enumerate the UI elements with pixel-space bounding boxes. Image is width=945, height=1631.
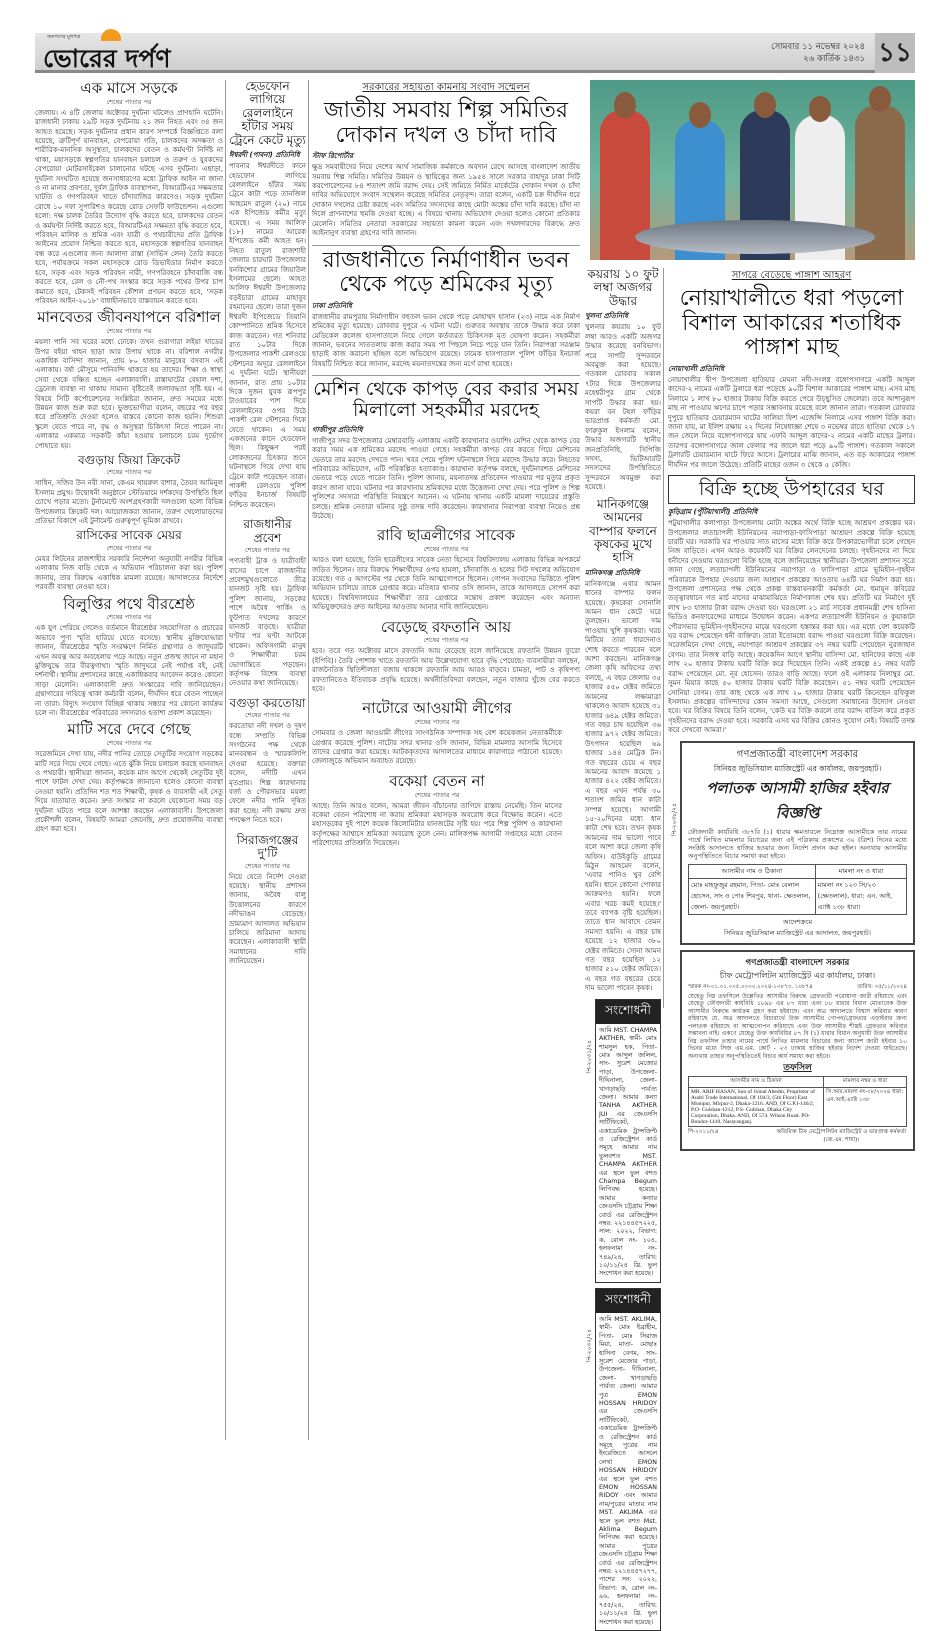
byline: নোয়াখালী প্রতিনিধি: [668, 364, 725, 373]
kicker: সরকারের সহায়তা কামনায় সংবাদ সম্মেলন: [362, 82, 530, 93]
article-body: পটুয়াখালীর কলাপাড়া উপজেলায় মোটা অঙ্কের অর্থে বিক্রি হচ্ছে আশ্রয়ণ প্রকল্পের ঘর। উপজেলার লতাচাপলী ইউনিয়নের নয়াপাড়া-ফাসিপাড়া আশ্রয়ণ প্রকল্পে বিক্রি হয়েছে চারটি ঘর। সরকারি ঘর পাওয়ার সাত মাসের মধ্যে বিক্রি করে উপকারভোগীরা চলে গেছেন নিজ বাড়িতে। এখন আরও কয়েকটি ঘর বিক্রির লেনদেনের চলছে। গৃহহীনদের না দিয়ে ধনীদের দেওয়ায় ঘরগুলো বিক্রি হচ্ছে বলে জানিয়েছেন স্থানীয়রা। উপজেলা প্রশাসন সূত্রে জানা গেছে, লতাচাপলী ইউনিয়নের নয়াপাড়া ও ফাসিপাড়া গ্রামে ভূমিহীন-গৃহহীন পরিবারকে উপহার দেওয়ার জন্য আশ্রয়ণ প্রকল্পের আওতায় ৬৪টি ঘর নির্মাণ করা হয়। উপজেলা প্রশাসনের পক্ষ থেকে প্রকল্প বাস্তবায়নকারী কর্মকর্তা মো. হুমায়ূন কবিরের তত্ত্বাবধানে গত মার্চ মাসের মাঝামাঝিতে নির্মাণকাজ শেষ হয়। প্রতিটি ঘর নির্মাণে দুই লাখ ৮৩ হাজার টাকা বরাদ্দ দেওয়া হয়। ঘরগুলো ২১ মার্চ সাবেক প্রধানমন্ত্রী শেখ হাসিনা ভিডিও কনফারেন্সের মাধ্যমে উদ্বোধন করেন। একপর লতাচাপলী ইউনিয়ন ও কুয়াকাটা পৌরসভার ভূমিহীন-গৃহহীনদের মাঝে ঘরগুলো হস্তান্তর করা হয়। এর মধ্যে বেশ কয়েকটি ঘর বরাদ্দ পেয়েছেন ধনী ব্যক্তিরা। তারা ইতোমধ্যে বরাদ্দ পাওয়া ঘরগুলো বিক্রি করেছেন। সরেজমিনে দেখা গেছে, নয়াপাড়া আশ্রয়ণ প্রকল্পের ৩৭ নম্বর ঘরটি পেয়েছেন নুরজাহান বেগম। তার নিজস্ব বাড়ি আছে। কয়েকদিন আগে স্থানীয় বাসিন্দা মো. হানিফের কাছে এক লাখ ২০ হাজার টাকায় ঘরটি বিক্রি করে দিয়েছেন তিনি। একই প্রকল্পে ৪১ নম্বর ঘরটি বরাদ্দ পেয়েছেন মো. নূর হোসেন। তারও বাড়ি আছে। ফলে ওই এলাকার নিলাম্বুর মো. সুমন মিয়ার কাছে ৫০ হাজার টাকায় ঘরটি বিক্রি করেছেন। ৫১ নম্বর ঘরটি পেয়েছেন সোনিয়া বেগম। তার কাছ থেকে এক লাখ ২০ হাজার টাকায় ঘরটি কিনেছেন রফিকুল ইসলাম। প্রকল্পের বাসিন্দাদের কোন সমস্যা আছে, সেগুলো সমাধানের উদ্যোগ নেওয়া হবে। ঘর বিক্রির বিষয়ে তিনি বলেন, 'কেউ ঘর বিক্রি করলে তার বরাদ্দ বাতিল করে প্রকৃত গৃহহীনদের বরাদ্দ দেওয়া হবে। সরকারি এসব ঘর বিক্রির কোনও সুযোগ নেই। বিষয়টি তদন্ত করে দেখবো আমরা।': [668, 519, 915, 735]
headline: জাতীয় সমবায় শিল্প সমিতির দোকান দখল ও চাঁদা দাবি: [323, 98, 569, 148]
headline: বকেয়া বেতন না: [389, 771, 485, 790]
continued-label: শেষের পাতার পর: [423, 636, 469, 645]
headline: মেশিন থেকে কাপড় বের করার সময় মিলালো সহকর্মীর মরদেহ: [313, 378, 579, 422]
column-5: [585, 268, 661, 1631]
person-head: [614, 92, 636, 118]
ad-code: পি-২০১১/২৪: [688, 1129, 719, 1136]
continued-label: শেষের পাতার পর: [106, 613, 152, 622]
notice-title: সংশোধনী: [596, 1000, 660, 1024]
column-center: [312, 80, 580, 849]
person-head: [754, 92, 776, 118]
article-body: হবে। তবে গত অক্টোবর মাসে রফতানি আয় বেড়েছে বলে জানিয়েছে রফতানি উন্নয়ন ব্যুরো (ইপিবি)। তৈরি পোশাক খাতে রফতানি আয় উল্লেখযোগ্য হারে বৃদ্ধি পেয়েছে। ব্যবসায়ীরা বলছেন, রাজনৈতিক স্থিতিশীলতা বজায় থাকলে রফতানি আয় আরও বাড়বে। চামড়া, পাট ও কৃষিপণ্য রফতানিতেও ইতিবাচক প্রবৃদ্ধি হয়েছে। অর্থনীতিবিদরা বলছেন, নতুন বাজার খুঁজে বের করতে হবে।: [312, 647, 580, 694]
article-body: নিয়ে যেতে নির্দেশ দেওয়া হয়েছে। স্থানীয় প্রশাসন জানায়, অবৈধ বালু উত্তোলনের কারণে নদীভাঙন বেড়েছে। ভ্রাম্যমাণ আদালত অভিযান চালিয়ে জরিমানা আদায় করেছেন। এলাকাবাসী স্থায়ী সমাধানের দাবি জানিয়েছেন।: [229, 872, 306, 966]
notice-body: আমি MST. CHAMPA AKTHER, স্বামী- মোঃ শামসুল হক, পিতা- মোঃ আব্দুল জলিল, সাং- সুরেশ মেজোর পাড়া, উপজেলা- দীঘিনালা, জেলা- খাগড়াছড়ি পার্বত্য জেলা। আমার কন্যা TANHA AKTHER JUI এর জেএসসি সার্টিফিকেট, একাডেমিক ট্রান্সক্রিপ্ট ও রেজিস্ট্রেশন কার্ড সমূহে আমার নাম ভুলবশত MST. CHAMPA AKTHER এর স্থলে ভুল বশত Champa Begum লিপিবদ্ধ হয়েছে। আমার কন্যার জেএসসি চট্টগ্রাম শিক্ষা বোর্ড এর রেজিস্ট্রেশন নম্বর: ২২১৪৪৫৭২২৫, সাল: ২০২২, বিভাগ: ক, রোল নং- ১০৪, হলফনামা নং- ৭৪৯/২৪, তারিখ: ১০/১১/২৪ খ্রি. ভুল সংশোধন করা হয়েছে।: [599, 1026, 657, 1278]
article-body: জেলায়। এ ৪টি জেলায় অক্টোবর দুর্ঘটনা ঘটলেও প্রাণহানি ঘটেনি। রাজধানী ঢাকায় ২৯টি সড়ক দুর্ঘটনায় ২১ জন নিহত এবং ৩৪ জন আহত হয়েছে। সড়ক দুর্ঘটনার প্রধান কারণ সম্পর্কে বিজ্ঞপ্তিতে বলা হয়েছে, ত্রুটিপূর্ণ যানবাহন, বেপরোয়া গতি, চালকদের অদক্ষতা ও শারীরিক-মানসিক অসুস্থতা, চালকদের বেতন ও কর্মঘণ্টা নির্দিষ্ট না থাকা, মহাসড়কে স্বল্পগতির যানবাহন চলাচল ও তরুণ ও যুবকদের বেপরোয়া মোটরসাইকেল চালানোর ঘটছে এসব দুর্ঘটনা। এছাড়া, দুর্ঘটনা সংঘটিত হয়েছে জনসাধারণের মধ্যে ট্রাফিক আইন না জানা ও না মানার প্রবণতা, দুর্বল ট্রাফিক ব্যবস্থাপনা, বিআরটিএর সক্ষমতার ঘাটতি ও গণপরিবহন খাতে চাঁদাবাজির কারণেও। সড়ক দুর্ঘটনা রোধে ১০ দফা সুপারিশও করেছে রোড সেফটি ফাউন্ডেশন। এগুলো হলো: দক্ষ চালক তৈরির উদ্যোগ বৃদ্ধি করতে হবে, চালকদের বেতন ও কর্মঘণ্টা নির্দিষ্ট করতে হবে, বিআরটিএর সক্ষমতা বৃদ্ধি করতে হবে, পরিবহন মালিক ও শ্রমিক এবং যাত্রী ও পথচারীদের প্রতি ট্রাফিক আইনের প্রয়োগ নিশ্চিত করতে হবে, মহাসড়কে স্বল্পগতির যানবাহন বন্ধ করে এগুলোর জন্য আলাদা রাস্তা (সার্ভিস লেন) তৈরি করতে হবে, পর্যায়ক্রমে সকল মহাসড়কে রোড ডিভাইডার নির্মাণ করতে হবে, সড়ক এবং সড়ক পরিবহন নারী, গণপরিবহনে চাঁদাবাজি বন্ধ করতে হবে, রেল ও নৌ-পথ সংস্কার করে সড়ক পথের উপর চাপ কমাতে হবে, টেকসই পরিবহন কৌশল প্রণয়ন করতে হবে, 'সড়ক পরিবহন আইন-২০১৮' বাধাহীনভাবে বাস্তবায়ন করতে হবে।: [35, 108, 223, 305]
column-rule: [663, 268, 664, 1008]
article-bogura-cricket: [35, 454, 223, 526]
signature-row: [688, 1129, 907, 1145]
article-bridge-soil: [35, 721, 223, 834]
continued-label: শেষের পাতার পর: [244, 711, 290, 720]
continued-label: শেষের পাতার পর: [106, 543, 152, 552]
headline: রাসিকের সাবেক মেয়র: [76, 528, 182, 543]
continued-label: শেষের পাতার পর: [106, 97, 152, 106]
newspaper-logo: ভোরের দর্পণ: [43, 44, 171, 73]
article-sirajganj: [229, 834, 306, 967]
article-natore: [312, 700, 562, 766]
byline: ঢাকা প্রতিনিধি: [312, 301, 352, 310]
headline: রাজধানীর প্রবেশ: [243, 517, 292, 545]
accused-table: [688, 1076, 907, 1127]
ad-code: পি-২০৩১/২৪: [586, 1039, 593, 1074]
kicker: সাগরে বেড়েছে পাঙ্গাশ আহরণ: [731, 270, 852, 281]
headline: হেডফোন লাগিয়ে রেললাইনে হাঁটার সময় ট্রেনে কেটে মৃত্যু: [229, 79, 306, 147]
article-cooperative: [312, 80, 580, 239]
continued-label: শেষের পাতার পর: [106, 739, 152, 748]
article-washing-machine: [312, 375, 580, 521]
column-header: আসামীর নাম ও ঠিকানা: [689, 1077, 824, 1088]
reference-number: স্মারক নং-০১.০১.০০৫.০০০০.২০২৪-১০৮৭৩, ১০৮৭৪: [688, 983, 813, 990]
column-right: [668, 268, 915, 1151]
article-rabi-chhatraleague: [312, 527, 580, 612]
byline: গাজীপুর প্রতিনিধি: [312, 425, 363, 434]
article-barishal: [35, 309, 223, 451]
signature-line: অতিরিক্ত চীফ মেট্রোপলিটন ম্যাজিস্ট্রেট ও ভারপ্রাপ্ত কর্মকর্তা (জে.এম. শাখা)।: [776, 1129, 907, 1144]
table-cell: MR. ARIF HASAN, Son of Joinal Abedin, Proprietor of Audri Trade International, Of 104/3, (5th Floor) East Monipur, Mirpur-2, Dhaka-1216. AND, Of G.P.J-146/2, P.O- Gulshan-1212, P.S- Gulshan, Dhaka City Corporation, Dhaka. AND, Of 574. Wilson Road. PO-Bondor-1410, Narayanganj.: [689, 1088, 824, 1127]
reference-row: [688, 984, 907, 992]
notice-body: যেহেতু নিম্ন তফসিলে উল্লেখিত আসামীর বিরুদ্ধে গ্রেফতারী পরোয়ানা জারী রহিয়াছে এবং যেহেতু ফৌজদারী কার্যবিধি ১৮৯৮ এর ৮৭ ধারা এবং ৮৮ ধারার বিধান মোতাবেক উক্ত আসামীর বিরুদ্ধে কার্যক্রম গ্রহণ করা হইয়াছে। এবং অত্র আদালতে বিশ্বাস করিবার কারণ রহিয়াছে যে, অত্র আদালতে বিচারার্থে উক্ত আসামীর গোপন/গ্রেফতার এড়াইবার জন্য পলাতক রহিয়াছে বা আত্মগোপন করিয়াছে এবং উক্ত আসামীর শীঘ্রই গ্রেফতার করিবার সম্ভাবনা নাই। একণে যেহেতু উক্ত কার্যবিধির ৮৭ বি (১) ধারার বিধান অনুযায়ী উক্ত আসামীর নিম্ন তফসিল তাহার নামের পার্শ্বে লিখিত মামলার বিচারের জন্য আদেশ জারী হইবার ১০ দিনের মধ্যে সিজ এম.এম. কোর্ট - ২৩ ঢাকায় হাজির হইবার নির্দেশ দেওয়া যাইতেছে। অন্যথায় তাহার অনুপস্থিতিতেই বিচার কার্য সমাধা করা হইবে।: [688, 992, 907, 1060]
headline: বিলুপ্তির পথে বীরশ্রেষ্ঠ: [63, 594, 195, 613]
column-header: আসামীর নাম ও ঠিকানা: [689, 864, 816, 878]
table-cell: মামলা নং ১২৩ সি/২৩ (ক্ষেতলাল), ধারা: এন. আই. এ্যাক্ট ১৩৮ ধারা।: [815, 878, 906, 914]
continued-label: শেষের পাতার পর: [423, 545, 469, 554]
article-birshreshtho: [35, 596, 223, 719]
headline: নাটোরে আওয়ামী লীগের: [362, 699, 512, 718]
byline: কুড়িগ্রাম (পুঁটিয়াখালী) প্রতিনিধি: [668, 508, 758, 517]
ad-code: পি-২০৩২/২৪: [586, 1328, 593, 1363]
masthead: [35, 33, 915, 73]
byline: ঈশ্বরদী (পাবনা) প্রতিনিধি: [229, 151, 300, 160]
column-rule: [308, 80, 309, 1440]
article-export-income: [312, 619, 580, 695]
headline: বগুড়া করতোয়া: [229, 695, 306, 710]
person-head: [689, 102, 711, 128]
logo-tagline: জনগণের মুখপত্র: [47, 34, 81, 40]
court-notice-dhaka: [680, 950, 915, 1152]
notice-body: আমি MST. AKLIMA, স্বামী- মোঃ ইব্রাহীম, পিতা- মোঃ সিরাজ মিয়া, মাতা- মোছাঃ হাসিনা বেগম, সাং- সুরেশ মেজোর পাড়া, উপজেলা- দীঘিনালা, জেলা- খাগড়াছড়ি পার্বত্য জেলা। আমার পুত্র EMON HOSSAN HRIDOY এর জেএসসি সার্টিফিকেট, একাডেমিক ট্রান্সক্রিপ্ট ও রেজিস্ট্রেশন কার্ড সমূহে পুত্রের নাম ইংরেজিতে আসলে লেখা EMON HOSSAN HRIDOY এর স্থলে ভুল বশত EMON HOSSAN RIDOY এবং আমার নাম/পুত্রের মাতার নাম MST. AKLIMA এর স্থলে ভুল বশত Mst. Aklima Begum লিপিবদ্ধ করা হয়েছে। আমার পুত্রের জেএসসি চট্টগ্রাম শিক্ষা বোর্ড এর রেজিস্ট্রেশন নম্বর: ২২১৪৪৫৭২৭৭, পাশের সন: ২০২২, বিভাগ: ক, রোল নং- ৯৬, হলফনামা নং- ৭৫৫/২৪, তারিখ: ১০/১১/২৪ খ্রি. ভুল সংশোধন করা হয়েছে।: [599, 1315, 657, 1626]
article-headphone-train: [229, 80, 306, 510]
continued-label: শেষের পাতার পর: [244, 861, 290, 870]
article-body: আরও বলা হয়েছে, তিনি ছাত্রলীগের সাবেক নেতা হিসেবে বিশ্ববিদ্যালয় এলাকায় বিভিন্ন অপকর্মে জড়িত ছিলেন। তার বিরুদ্ধে শিক্ষার্থীদের ওপর হামলা, চাঁদাবাজি ও হলের সিট দখলের অভিযোগ রয়েছে। গত ৫ আগস্টের পর থেকে তিনি আত্মগোপনে ছিলেন। গোপন সংবাদের ভিত্তিতে পুলিশ অভিযান চালিয়ে তাকে গ্রেপ্তার করে। মতিহার থানার ওসি জানান, তাকে আদালতে সোপর্দ করা হয়েছে। বিশ্ববিদ্যালয়ের শিক্ষার্থীরা তার গ্রেপ্তারে সন্তোষ প্রকাশ করেছেন এবং অন্যান্য অভিযুক্তদেরও দ্রুত আইনের আওতায় আনার দাবি জানিয়েছেন।: [312, 556, 580, 612]
headline: রাবি ছাত্রলীগের সাবেক: [377, 526, 515, 545]
notice-body: ফৌজদারী কার্যবিধি ৩৮৭বি (১) ধারার ক্ষমতাবলে নিম্নোক্ত আসামীকে তার নামের পার্শ্বে লিখিত মামলার বিচারের জন্য এই পত্রিকায় প্রকাশের ৩০ (ত্রিশ) দিনের মধ্যে সংশ্লিষ্ট আদালতে হাজির হওয়ার জন্য নির্দেশ প্রদান করা হইল। অন্যথায় আসামীর অনুপস্থিতিতে বিচার সমাধা করা হইবে।: [688, 827, 907, 861]
headline: বেড়েছে রফতানি আয়: [380, 617, 512, 636]
headline: রাজধানীতে নির্মাণাধীন ভবন থেকে পড়ে শ্রমিকের মৃত্যু: [322, 247, 570, 298]
fishermen-photo: [590, 80, 915, 260]
article-body: পাবনার ঈশ্বরদীতে কানে হেডফোন লাগিয়ে রেললাইনে হাঁটার সময় ট্রেনে কাটা পড়ে তানজিল আহমেদ রাতুল (২০) নামে এক ইপিজেড কর্মীর মৃত্যু হয়েছে। এ সময় আলিফ (১৮) নামের আরেক ইপিজেড কর্মী আহত হন। নিহত রাতুল রাজশাহী জেলার চারঘাট উপজেলার বনকিশোর গ্রামের জিয়াউল ইসলামের ছেলে। আহত আলিফ ঈশ্বরদী উপজেলার বড়ইচারা গ্রামের মাহাবুব রহমানের ছেলে। তারা দুজন ঈশ্বরদী ইপিজেডে তিয়ানি কোম্পানিতে শ্রমিক হিসেবে কাজ করতেন। গত শনিবার রাত ১০টার দিকে উপজেলার পাকশী রেলওয়ে স্টেশনের অদূরে রেললাইনে এ দুর্ঘটনা ঘটে। স্থানীয়রা জানান, রাত প্রায় ১০টার দিকে দুজন যুবক রূপপুর টাওয়ারের পাশ দিয়ে রেললাইনের ওপর উঠে পাকশী রেল স্টেশনের দিকে যেতে থাকেন। এ সময় একজনের কানে হেডফোন ছিল। কিছুক্ষণ পরই লোকজনের চিৎকার শুনে ঘটনাস্থলে গিয়ে দেখা যায় ট্রেনে কাটা পড়েছেন তারা। পাকশী রেলওয়ে পুলিশ ফাঁড়ির ইনচার্জ বিষয়টি নিশ্চিত করেছেন।: [229, 162, 306, 509]
date-bangla: ২৬ কার্তিক ১৪৩১: [803, 54, 865, 64]
article-unpaid-wages: [312, 773, 562, 849]
notice-title: পলাতক আসামী হাজির হইবার বিজ্ঞপ্তি: [706, 778, 889, 822]
ad-code: পি-২০৩৮/২৪: [671, 802, 678, 836]
article-manikganj-aman: [585, 498, 661, 994]
article-body: ক্ষুদ্র সমবায়ীদের নিয়ে দেশের আর্থ সামাজিক কর্মকাণ্ডে অবদান রেখে আসছে বাংলাদেশ জাতীয় সমবায় শিল্প সমিতি। সমিতির উন্নয়ন ও স্থায়িত্বের জন্য ১৯৫৪ সালে সরকার বাহাদুর ঢাকা সিটি করপোরেশনের ৮৪ শতাংশ জমি বরাদ্দ দেয়। সেই জমিতে নির্মিত মার্কেটের দোকান দখল ও চাঁদা দাবির অভিযোগে সংবাদ সম্মেলন করেছে সমিতির নেতৃবৃন্দ। তারা বলেন, একটি চক্র দীর্ঘদিন ধরে দোকান দখলের চেষ্টা করছে এবং সমিতির সদস্যদের কাছে মোটা অঙ্কের চাঁদা দাবি করছে। চাঁদা না দিলে প্রাণনাশের হুমকি দেওয়া হচ্ছে। এ বিষয়ে থানায় অভিযোগ দেওয়া হলেও কোনো প্রতিকার মেলেনি। সমিতির নেতারা সরকারের সহায়তা কামনা করেন এবং দখলদারদের বিরুদ্ধে দ্রুত আইনানুগ ব্যবস্থা গ্রহণের দাবি জানান।: [312, 163, 580, 238]
headline: নোয়াখালীতে ধরা পড়লো বিশাল আকারের শতাধিক পাঙ্গাশ মাছ: [679, 286, 904, 361]
headline: মানবেতর জীবনযাপনে বরিশাল: [37, 308, 221, 327]
notice-office: চীফ মেট্রোপলিটন ম্যাজিস্ট্রেট এর কার্যালয়, ঢাকা।: [719, 970, 876, 980]
signature-line: সিনিয়র জুডিসিয়াল ম্যাজিস্ট্রেট এর আদালত, জয়পুরহাট।: [724, 928, 871, 937]
continued-label: শেষের পাতার পর: [106, 327, 152, 336]
headline: সিরাজগঞ্জের দু'টি: [236, 832, 299, 861]
article-karatoa: [229, 697, 306, 826]
correction-notice-1: [586, 999, 661, 1283]
order-label: আদেশক্রমে: [782, 917, 813, 926]
article-body: রাজধানীর রামপুরায় নির্মাণাধীন বহুতল ভবন থেকে পড়ে মোহাম্মদ হাসান (২৩) নামে এক নির্মাণ শ্রমিকের মৃত্যু হয়েছে। রোববার দুপুরে এ ঘটনা ঘটে। গুরুতর অবস্থায় তাকে উদ্ধার করে ঢাকা মেডিকেল কলেজ হাসপাতালে নিয়ে গেলে কর্তব্যরত চিকিৎসক মৃত ঘোষণা করেন। সহকর্মীরা জানান, ভবনের সাততলায় কাজ করার সময় পা পিছলে নিচে পড়ে যান তিনি। নিরাপত্তা সরঞ্জাম ছাড়াই কাজ করানো হচ্ছিল বলে অভিযোগ রয়েছে। ঢামেক হাসপাতাল পুলিশ ফাঁড়ির ইনচার্জ বিষয়টি নিশ্চিত করে জানান, মরদেহ ময়নাতদন্তের জন্য মর্গে রাখা হয়েছে।: [312, 312, 580, 368]
column-2: [229, 80, 306, 967]
headline: এক মাসে সড়কে: [80, 79, 178, 97]
article-body: সোমবার ও জেলা আওয়ামী লীগের সাংগঠনিক সম্পাদক সহ বেশ কয়েকজন নেতাকর্মীকে গ্রেপ্তার করেছে পুলিশ। নাটোর সদর থানার ওসি জানান, বিভিন্ন মামলার আসামি হিসেবে তাদের গ্রেপ্তার করা হয়েছে। আটককৃতদের আদালতের মাধ্যমে কারাগারে পাঠানো হয়েছে। জেলাজুড়ে অভিযান অব্যাহত রয়েছে।: [312, 729, 562, 766]
notice-authority: গণপ্রজাতন্ত্রী বাংলাদেশ সরকার: [745, 957, 850, 968]
person-head: [809, 96, 831, 122]
court-notice-joypurhat: [671, 741, 915, 945]
page-number: ১১: [875, 33, 915, 73]
continued-label: শেষের পাতার পর: [414, 790, 460, 799]
notice-authority: গণপ্রজাতন্ত্রী বাংলাদেশ সরকার: [736, 748, 859, 760]
column-header: মামলা নং ও ধারা: [815, 864, 906, 878]
article-body: পণ্যবাহী ট্রাক ও যাত্রীবাহী বাসের চাপে রাজধানীর প্রবেশমুখগুলোতে তীব্র যানজট সৃষ্টি হয়। ট্রাফিক পুলিশ জানায়, সড়কের পাশে অবৈধ পার্কিং ও ফুটপাত দখলের কারণে যানজট বাড়ছে। যাত্রীরা ঘণ্টার পর ঘণ্টা আটকে থাকেন। অফিসগামী মানুষ ও শিক্ষার্থীরা চরম ভোগান্তিতে পড়ছেন। কর্তৃপক্ষ বিশেষ ব্যবস্থা নেওয়ার কথা জানিয়েছে।: [229, 557, 306, 688]
issue-date: [771, 41, 865, 65]
notice-date: তারিখ: ০৫/১১/২০২৪: [857, 983, 907, 990]
article-construction-worker: [312, 245, 580, 370]
accused-table: [688, 864, 907, 915]
headline: কয়রায় ১০ ফুট লম্বা অজগর উদ্ধার: [587, 267, 659, 308]
table-cell: সি.আর.মামলা নং-০৮/২০২৪ ধারা: এন.আই.এ্যাক্ট ১৩৮: [824, 1088, 907, 1127]
article-body: আছে। তিনি আরও বলেন, আমরা জীবন বাঁচানোর তাগিদে রাস্তায় নেমেছি। তিন মাসের বকেয়া বেতন পরিশোধ না করায় শ্রমিকরা মহাসড়ক অবরোধ করে বিক্ষোভ করেন। এতে মহাসড়কের দুই পাশে কয়েক কিলোমিটার যানজটের সৃষ্টি হয়। পরে শিল্প পুলিশ ও কারখানা কর্তৃপক্ষের আশ্বাসে শ্রমিকরা অবরোধ তুলে নেন। মালিকপক্ষ আগামী সপ্তাহের মধ্যে বেতন পরিশোধের প্রতিশ্রুতি দিয়েছেন।: [312, 801, 562, 848]
person-head: [869, 86, 891, 112]
schedule-heading: তফসিল: [783, 1063, 812, 1074]
headline: বিক্রি হচ্ছে উপহারের ঘর: [668, 475, 915, 504]
headline: মাটি সরে দেবে গেছে: [67, 720, 191, 739]
article-gift-houses: [668, 475, 915, 736]
byline: খুলনা প্রতিনিধি: [585, 312, 629, 321]
article-capital-entry: [229, 518, 306, 689]
article-body: সাধিন, সজিব উন নবী সানা, কেএম খায়রুল বাশার, তৈয়ব আমিনুল ইসলাম প্রমুখ। উদ্বোধনী অনুষ্ঠানে স্টেডিয়ামে দর্শকদের উপস্থিতি ছিল চোখে পড়ার মতো। টুর্নামেন্টে অংশগ্রহণকারী দলগুলো হলো বিভিন্ন উপজেলার ক্রিকেট দল। আয়োজকরা জানান, তরুণ খেলোয়াড়দের প্রতিভা বিকাশে এই টুর্নামেন্ট গুরুত্বপূর্ণ ভূমিকা রাখবে।: [35, 479, 223, 526]
column-1: [35, 80, 223, 835]
article-body: এক যুগ পেরিয়ে গেলেও বর্তমানে বীরশ্রেষ্ঠর সহযোগিতা ও প্রচারের অভাবে পুণ্য স্মৃতি হারিয়ে যেতে বসেছে। স্থানীয় মুক্তিযোদ্ধারা জানান, বীরশ্রেষ্ঠের স্মৃতি সংরক্ষণে নির্মিত গ্রন্থাগার ও জাদুঘরটি এখন অযত্ন আর অবহেলায় পড়ে আছে। নতুন প্রজন্ম জানে না মহান মুক্তিযুদ্ধে তার বীরত্বগাথা। স্মৃতি জাদুঘরে নেই পর্যাপ্ত বই, নেই দর্শনার্থী। স্থানীয় প্রশাসনের কাছে একাধিকবার আবেদন করেও কোনো সাড়া মেলেনি। এলাকাবাসী দ্রুত সংস্কারের দাবি জানিয়েছেন। গ্রন্থাগারের দায়িত্বে থাকা কর্মচারী বলেন, দীর্ঘদিন ধরে বেতন পাচ্ছেন না তারা। বিদ্যুৎ সংযোগ বিচ্ছিন্ন থাকায় সন্ধ্যার পর কোনো কার্যক্রম চলে না। বীরশ্রেষ্ঠের পরিবারের সদস্যরাও হতাশা প্রকাশ করেছেন।: [35, 624, 223, 717]
continued-label: শেষের পাতার পর: [106, 468, 152, 477]
table-cell: মোঃ মাহফুজুর রহমান, পিতা- মোঃ বেলাল হোসেন, সাং ও পোঃ শিবপুর, থানা- ক্ষেতলাল, জেলা- জয়পুরহাট।: [689, 878, 816, 914]
notice-office: সিনিয়র জুডিসিয়াল ম্যাজিস্ট্রেট এর কার্যালয়, জয়পুরহাট।: [713, 763, 882, 773]
article-python-rescue: [585, 268, 661, 493]
article-body: নোয়াখালীর দ্বীপ উপজেলা হাতিয়ার মেঘনা নদী-সংলগ্ন বঙ্গোপসাগরে একটি আব্দুল কাদের-২ নামের একটি ট্রলারে ধরা পড়েছে ৯০টি বিশাল আকারের পাঙ্গাশ মাছ। এসব মাছ নিলামে ১ লাখ ৮০ হাজার টাকায় বিক্রি করতে পেরে উচ্ছ্বসিত জেলেরা। তবে আশানুরূপ মাছ না পাওয়ায় ঋণের চাপে পড়ার সম্ভাবনায় রয়েছে বলে জানান তারা। গতকাল রোববার দুপুরে হাতিয়ার চেয়ারম্যান ঘাটের সালিয়া ফিশ এজেন্সি নিলামে এসব পাঙ্গাশ বিক্রি করা। জানা যায়, মা ইলিশ রক্ষায় ২২ দিনের নিষেধাজ্ঞা শেষে ৩ নভেম্বর রাতে হাতিয়া থেকে ১৭ জন জেলে নিয়ে বঙ্গোপসাগরে যায় এফবি আব্দুল কাদের-২ নামের একটি মাছের ট্রলার। তারপর বঙ্গোপসাগরে জাল ফেলার পর জালে ধরা পড়ে ৯০টি পাঙ্গাশ। গতকাল সকালে ট্রলারটি চেয়ারম্যান ঘাটে ফিরে আসে। ট্রলারের মাঝি জানান, এত বড় আকারের পাঙ্গাশ দীর্ঘদিন পর জালে উঠেছে। প্রতিটি মাছের ওজন ৩ থেকে ৫ কেজি।: [668, 375, 915, 469]
article-body: সরেজমিনে দেখা যায়, নদীর পানির তোড়ে সেতুটির সংযোগ সড়কের মাটি সরে গিয়ে দেবে গেছে। এতে ঝুঁকি নিয়ে চলাচল করছে যানবাহন ও পথচারী। স্থানীয়রা জানান, কয়েক মাস আগে থেকেই সেতুটির দুই পাশে ফাটল দেখা দেয়। কর্তৃপক্ষকে জানানো হলেও কোনো ব্যবস্থা নেওয়া হয়নি। প্রতিদিন শত শত শিক্ষার্থী, কৃষক ও ব্যবসায়ী এই সেতু দিয়ে যাতায়াত করেন। দ্রুত সংস্কার না করলে যেকোনো সময় বড় দুর্ঘটনা ঘটতে পারে বলে আশঙ্কা করছেন এলাকাবাসী। উপজেলা প্রকৌশলী বলেন, বিষয়টি আমরা জেনেছি, দ্রুত প্রয়োজনীয় ব্যবস্থা গ্রহণ করা হবে।: [35, 750, 223, 834]
byline: মানিকগঞ্জ প্রতিনিধি: [585, 568, 640, 577]
article-road-accidents: [35, 80, 223, 306]
notice-title: সংশোধনী: [596, 1289, 660, 1313]
article-pangas-fish: [668, 268, 915, 470]
column-rule: [225, 80, 226, 1440]
byline: স্টাফ রিপোর্টার: [312, 152, 354, 161]
article-body: গাজীপুর সদর উপজেলার মেম্বারবাড়ি এলাকায় একটি কারখানার ওয়াশিং মেশিন থেকে কাপড় বের করার সময় এক শ্রমিকের মরদেহ পাওয়া গেছে। সহকর্মীরা কাপড় বের করতে গিয়ে মেশিনের ভেতরে তার মরদেহ দেখতে পান। খবর পেয়ে পুলিশ ঘটনাস্থলে গিয়ে মরদেহ উদ্ধার করে। নিহতের পরিবারের অভিযোগ, এটি পরিকল্পিত হত্যাকাণ্ড। কারখানা কর্তৃপক্ষ বলছে, দুর্ঘটনাবশত মেশিনের ভেতরে পড়ে যেতে পারেন তিনি। পুলিশ জানায়, ময়নাতদন্ত প্রতিবেদন পাওয়ার পর মৃত্যুর প্রকৃত কারণ জানা যাবে। ঘটনার পর কারখানায় শ্রমিকদের মধ্যে উত্তেজনা দেখা দেয়। পরে পুলিশ ও শিল্প পুলিশের সদস্যরা পরিস্থিতি নিয়ন্ত্রণে আনেন। এ ঘটনায় থানায় একটি মামলা দায়েরের প্রস্তুতি চলছে। শ্রমিক নেতারা ঘটনার সুষ্ঠু তদন্ত দাবি করেছেন। কারখানার নিরাপত্তা ব্যবস্থা নিয়েও প্রশ্ন উঠেছে।: [312, 436, 580, 520]
headline: বগুড়ায় জিয়া ক্রিকেট: [77, 453, 180, 467]
correction-notice-2: [586, 1288, 661, 1631]
article-rasik-mayor: [35, 529, 223, 592]
column-header: মামলার নম্বর ও ধারা: [824, 1077, 907, 1088]
article-body: মেয়র লিটনের রাজশাহীর সরকারি নির্দেশনা অনুযায়ী নগরীর বিভিন্ন এলাকায় নিজ বাড়ি থেকে এ অভিযান পরিচালনা করা হয়। পুলিশ জানায়, তার বিরুদ্ধে একাধিক মামলা রয়েছে। আদালতের নির্দেশে পরবর্তী ব্যবস্থা নেওয়া হবে।: [35, 554, 223, 592]
continued-label: শেষের পাতার পর: [414, 718, 460, 727]
pangas-fish: [635, 220, 875, 254]
date-gregorian: সোমবার ১১ নভেম্বর ২০২৪: [771, 42, 865, 52]
continued-label: শেষের পাতার পর: [244, 546, 290, 555]
article-body: খুলনার কয়রায় ১০ ফুট লম্বা আরও একটি অজগর উদ্ধার করেছে বনবিভাগ। পরে সাপটি সুন্দরবনে অবমুক্ত করা হয়েছে। গতকাল রোববার সকাল ৭টার দিকে উপজেলার মহেশ্বরীপুর গ্রাম থেকে সাপটি উদ্ধার করা হয়। কয়রা বন টহল ফাঁড়ির ভারপ্রাপ্ত কর্মকর্তা মো. ফারুকুল ইসলাম বলেন, উদ্ধার অজগরটি স্থানীয় জনপ্রতিনিধি, সিপিজি সদস্য, ভিটিআরটি সদস্যদের উপস্থিতিতে সুন্দরবনে অবমুক্ত করা হয়েছে।: [585, 323, 661, 492]
article-body: ময়লা পানি সব ঘরের মধ্যে ঢোকে। তখন গুরাগারা লইয়া খাডের উপর বইয়া থাহন ছাড়া আর উপায় থাকে না। বরিশাল নগরীর একাধিক বাসিন্দা জানান, প্রায় ৮০ হাজার মানুষের বসবাস এই এলাকায়। বর্ষা মৌসুমে পানিবন্দি থাকতে হয় তাদের। শিক্ষা ও স্বাস্থ্য সেবা থেকে বঞ্চিত হচ্ছেন এলাকাবাসী। রাস্তাঘাটের বেহাল দশা, ড্রেনেজ ব্যবস্থা না থাকায় সামান্য বৃষ্টিতেই জলাবদ্ধতা সৃষ্টি হয়। এ বিষয়ে সিটি কর্পোরেশনের সংশ্লিষ্টরা জানান, দ্রুত সময়ের মধ্যে উন্নয়ন কাজ শুরু করা হবে। ভুক্তভোগীরা বলেন, বছরের পর বছর ধরে প্রতিশ্রুতি দেওয়া হলেও বাস্তবে কোনো কাজ হয়নি। শিশুরা স্কুলে যেতে পারে না, বৃদ্ধ ও অসুস্থরা চিকিৎসা নিতে পারেন না। এলাকার একমাত্র সড়কটি কাঁচা হওয়ায় চলাচলে চরম দুর্ভোগ পোহাতে হয়।: [35, 338, 223, 450]
article-body: করতোয়া নদী দখল ও দূষণ বন্ধে সম্প্রতি বিভিন্ন সংগঠনের পক্ষ থেকে মানববন্ধন ও স্মারকলিপি দেওয়া হয়েছে। বক্তারা বলেন, নদীটি এখন মৃতপ্রায়। শিল্প কারখানার বর্জ্য ও পৌরসভার ময়লা ফেলে নদীর পানি দূষিত করা হচ্ছে। নদী রক্ষায় দ্রুত পদক্ষেপ নিতে হবে।: [229, 722, 306, 825]
headline: মানিকগঞ্জে আমনের বাম্পার ফলনে কৃষকের মুখে হাসি: [589, 496, 657, 565]
article-body: মানিকগঞ্জে এবার আমন ধানের বাম্পার ফলন হয়েছে। কৃষকেরা সোনালি আমন ধান কেটে ঘরে তুলছেন। ভালো দাম পাওয়ায় খুশি কৃষকরা। খরচ মিটিয়ে তারা ধারদেনাও শোধ করতে পারবেন বলে আশা করছেন। মানিকগঞ্জ জেলা কৃষি অফিসের তথ্য বলছে, এ বছর জেলায় ৩৫ হাজার ৫৫০ হেক্টর জমিতে আমনের লক্ষ্যমাত্রা থাকলেও আবাদ হয়েছে ৩১ হাজার ৬৪৯ হেক্টর জমিতে। গত বছর চাষ হয়েছিল ৩৬ হাজার ৯৭২ হেক্টর জমিতে। উৎপাদন হয়েছিল ৬৯ হাজার ১৪৪ মেট্রিক টন। গত বছরের চেয়ে এ বছর আমনের আবাদ কমেছে ১ হাজার ৪২২ হেক্টর জমিতে। এ বছর এখন পর্যন্ত ৩০ শতাংশ জমির ধান কাটা সম্পন্ন হয়েছে। আগামী ১৫-২০দিনের মধ্যে ধান কাটা শেষ হবে। তখন কৃষক আমনের দাম ভালো পাবে বলে আশা করে জেলা কৃষি অফিস। বাউইকুড়ি গ্রামের মিঠুন আহমেদ বলেন, 'এবার পানিও খুব বেশি হয়নি। ধানে কোনো পোকার আক্রমণও হয়নি। ফলে এবার খরচ কমই হয়েছে।' তবে ব্যাপক বৃষ্টি হয়েছিল। তাতে ধান আবাদে তেমন সমস্যা হয়নি। এ বছর চাষ হয়েছে ১২ হাজার ৩৮০ হেক্টর জমিতে। সোনা আমন গত বছর হয়েছিল ১২ হাজার ৫১০ হেক্টর জমিতে। এ বছর গত বছরের চেয়ে দাম ভালো পাবেন কৃষক।: [585, 579, 661, 993]
